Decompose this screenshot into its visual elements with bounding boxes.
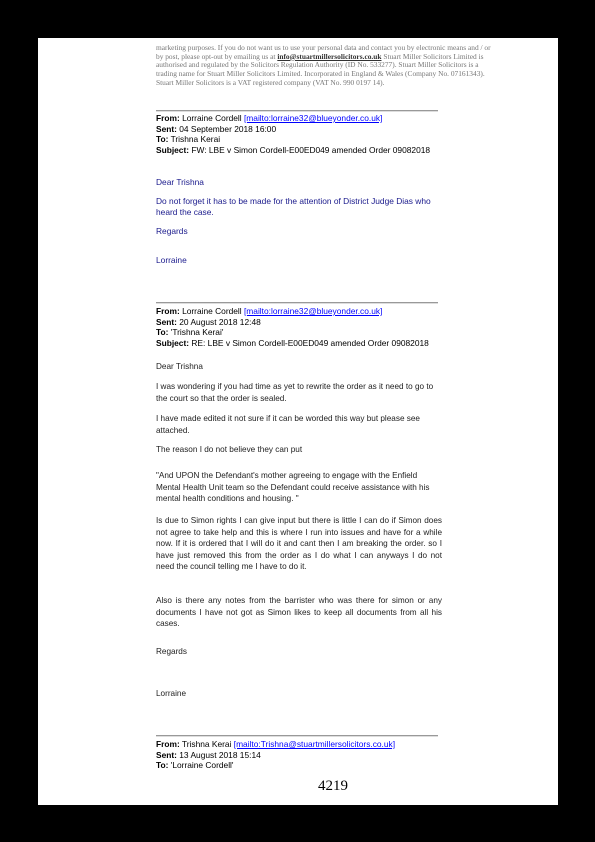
document-page [38, 38, 558, 805]
email-body-paragraph: Is due to Simon rights I can give input but there is little I can do if Simon does not agree to take help and this is where I run into issues and have for a while now. If it is ordered that I will do it and cant then I am breaking the order. so I have just removed this from the order as I do what I can anyways I do not need the council telling me I have to do it. [156, 516, 442, 572]
email-separator [156, 110, 438, 111]
email-header: From: Trishna Kerai [mailto:Trishna@stuartmillersolicitors.co.uk] Sent: 13 August 2018 15:14 To: 'Lorraine Cordell' [156, 739, 396, 770]
email-separator [156, 302, 438, 303]
email-greeting: Dear Trishna [156, 177, 204, 187]
email-signoff: Lorraine [156, 255, 187, 265]
email-body-paragraph: I was wondering if you had time as yet to rewrite the order as it need to go to the court so that the order is sealed. [156, 382, 434, 403]
email-regards: Regards [156, 226, 188, 236]
disclaimer-email-link[interactable]: info@stuartmillersolicitors.co.uk [277, 51, 382, 61]
email-greeting: Dear Trishna [156, 362, 203, 371]
sender-email-link[interactable]: [mailto:lorraine32@blueyonder.co.uk] [243, 306, 383, 316]
email-signoff: Lorraine [156, 689, 187, 698]
email-header: From: Lorraine Cordell [mailto:lorraine32@blueyonder.co.uk] Sent: 04 September 2018 16:00 To: Trishna Kerai Subject: FW: LBE v Simon Cordell-E00ED049 amended Order 09082018 [156, 113, 431, 155]
email-header: From: Lorraine Cordell [mailto:lorraine32@blueyonder.co.uk] Sent: 20 August 2018 12:48 To: 'Trishna Kerai' Subject: RE: LBE v Simon Cordell-E00ED049 amended Order 09082018 [156, 306, 429, 348]
email-body-paragraph: Do not forget it has to be made for the attention of District Judge Dias who heard the case. [156, 196, 431, 217]
sender-email-link[interactable]: [mailto:lorraine32@blueyonder.co.uk] [243, 113, 383, 123]
email-body-paragraph: Also is there any notes from the barrister who was there for simon or any documents I have not got as Simon likes to keep all documents from all his cases. [156, 596, 442, 629]
sender-email-link[interactable]: [mailto:Trishna@stuartmillersolicitors.co.uk] [233, 739, 396, 749]
page-number: 4219 [318, 778, 348, 794]
disclaimer-text: marketing purposes. If you do not want us to use your personal data and contact you by electronic means and / or by post, please opt-out by emailing us at info@stuartmillersolicitors.co.uk Stuart Miller Solicitors Limited is authorised and regulated by the Solicitors Regulation Authority (ID No. 533277). Stuart Miller Solicitors is a trading name for Stuart Miller Solicitors Limited. Incorporated in England & Wales (Company No. 07161343). Stuart Miller Solicitors is a VAT registered company (VAT No. 990 0197 14). [156, 43, 491, 87]
email-quote: "And UPON the Defendant's mother agreeing to engage with the Enfield Mental Health Unit team so the Defendant could receive assistance with his mental health conditions and housing. " [156, 471, 430, 504]
email-body-paragraph: The reason I do not believe they can put [156, 445, 303, 454]
email-body-paragraph: I have made edited it not sure if it can be worded this way but please see attached. [156, 414, 420, 435]
email-separator [156, 735, 438, 736]
email-regards: Regards [156, 647, 187, 656]
